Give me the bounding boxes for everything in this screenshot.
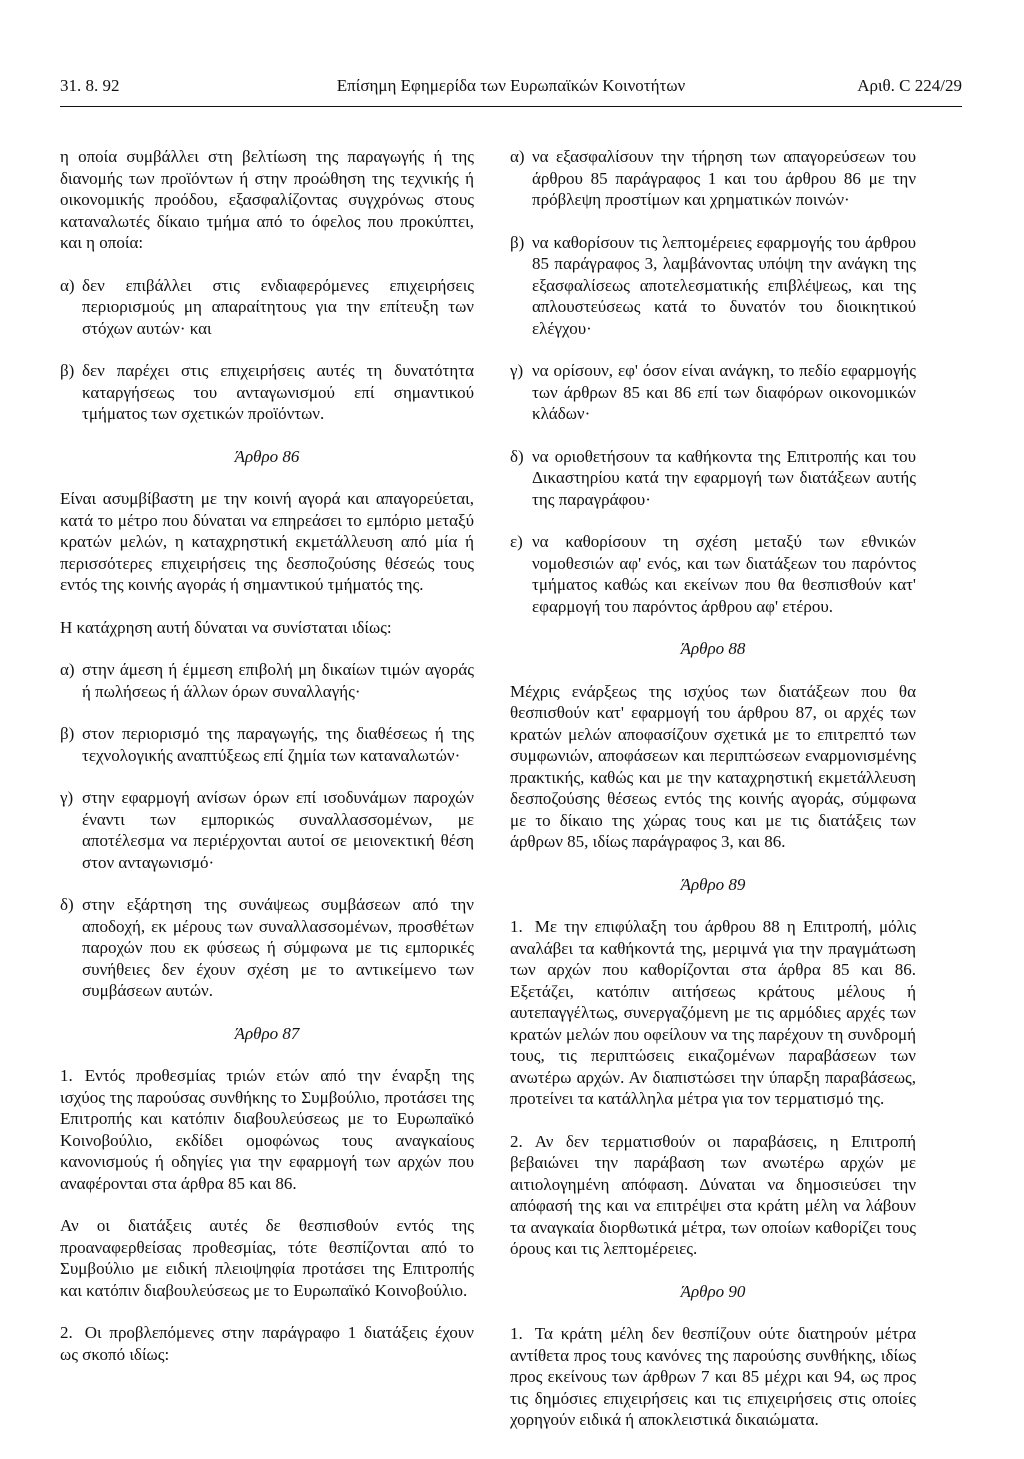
item-text: να καθορίσουν τις λεπτομέρειες εφαρμογής του άρθρου 85 παράγραφος 3, λαμβάνοντας υπόψη την ανάγκη της εξασφαλίσεως αποτελεσματικής επιβλέψεως, και της απλουστεύσεως κατά το δυνατόν του διοικητικού ελέγχου· — [532, 232, 916, 338]
list-item — [510, 360, 916, 425]
item-label: α) — [60, 275, 75, 295]
item-label: γ) — [510, 361, 524, 380]
list-item — [510, 146, 916, 211]
item-text: να καθορίσουν τη σχέση μεταξύ των εθνικών νομοθεσιών αφ' ενός, και των διατάξεων του παρόντος τμήματος καθώς και εκείνων που θα θεσπισθούν κατ' εφαρμογή του παρόντος άρθρου αφ' ετέρου. — [532, 532, 916, 616]
left-column — [60, 146, 474, 1386]
paragraph-number: 1. — [510, 917, 523, 936]
paragraph — [60, 1065, 474, 1194]
paragraph-number: 1. — [510, 1324, 523, 1343]
paragraph: η οποία συμβάλλει στη βελτίωση της παραγωγής ή της διανομής των προϊόντων ή στην προώθηση της τεχνικής ή οικονομικής προόδου, εξασφαλίζοντας συγχρόνως στους καταναλωτές δίκαιο τμήμα από το όφελος που προκύπτει, και η οποία: — [60, 147, 474, 252]
list-item — [60, 659, 474, 702]
item-label: δ) — [510, 446, 524, 466]
list-item — [60, 723, 474, 766]
paragraph-text: Εντός προθεσμίας τριών ετών από την έναρξη της ισχύος της παρούσας συνθήκης το Συμβούλιο, προτάσει της Επιτροπής και κατόπιν διαβουλεύσεως με το Ευρωπαϊκό Κοινοβούλιο, εκδίδει ομοφώνως τους αναγκαίους κανονισμούς ή οδηγίες για την εφαρμογή των αρχών που αναφέρονται στα άρθρα 85 και 86. — [60, 1066, 474, 1193]
paragraph — [510, 1323, 916, 1431]
paragraph-number: 2. — [510, 1131, 523, 1151]
item-text: στην εξάρτηση της συνάψεως συμβάσεων από την αποδοχή, εκ μέρους των συναλλασσομένων, προσθέτων παροχών που εκ φύσεως ή σύμφωνα με τις εμπορικές συνήθειες δεν έχουν σχέση με το αντικείμενο των συμβάσεων αυτών. — [82, 895, 474, 1000]
paragraph: Μέχρις ενάρξεως της ισχύος των διατάξεων που θα θεσπισθούν κατ' εφαρμογή του άρθρου 87, οι αρχές των κρατών μελών αποφασίζουν σχετικά με το επιτρεπτό των συμφωνιών, αποφάσεων και περιπτώσεων εναρμονισμένης πρακτικής, καθώς και με την καταχρηστική εκμετάλλευση δεσποζούσης θέσεως εντός της κοινής αγοράς, σύμφωνα με το δίκαιο της χώρας τους και με τις διατάξεις των άρθρων 85, ιδίως παράγραφος 3, και 86. — [510, 681, 916, 851]
item-text: να ορίσουν, εφ' όσον είναι ανάγκη, το πεδίο εφαρμογής των άρθρων 85 και 86 επί των διαφόρων οικονομικών κλάδων· — [532, 361, 916, 423]
paragraph: Αν οι διατάξεις αυτές δε θεσπισθούν εντός της προαναφερθείσας προθεσμίας, τότε θεσπίζονται από το Συμβούλιο με ειδική πλειοψηφία προτάσει της Επιτροπής και κατόπιν διαβουλεύσεως με το Ευρωπαϊκό Κοινοβούλιο. — [60, 1216, 474, 1300]
item-label: β) — [60, 361, 75, 380]
list-item — [60, 894, 474, 1002]
item-label: γ) — [60, 788, 74, 807]
paragraph — [510, 916, 916, 1110]
item-label: β) — [60, 724, 75, 743]
article-heading-87: Άρθρο 87 — [234, 1023, 300, 1043]
paragraph: Η κατάχρηση αυτή δύναται να συνίσταται ιδίως: — [60, 617, 392, 637]
paragraph-text: Τα κράτη μέλη δεν θεσπίζουν ούτε διατηρούν μέτρα αντίθετα προς τους κανόνες της παρούσης συνθήκης, ιδίως προς εκείνους των άρθρων 7 και 85 μέχρι και 94, ως προς τις δημόσιες επιχειρήσεις και τις επιχειρήσεις στις οποίες χορηγούν ειδικά ή αποκλειστικά δικαιώματα. — [510, 1324, 916, 1429]
header-title: Επίσημη Εφημερίδα των Ευρωπαϊκών Κοινοτήτων — [336, 76, 686, 95]
item-text: στην εφαρμογή ανίσων όρων επί ισοδυνάμων παροχών έναντι των εμπορικώς συναλλασσομένων, με αποτέλεσμα να περιέρχονται αυτοί σε μειονεκτική θέση στον ανταγωνισμό· — [82, 788, 474, 872]
item-text: στην άμεση ή έμμεση επιβολή μη δικαίων τιμών αγοράς ή πωλήσεως ή άλλων όρων συναλλαγής· — [82, 660, 474, 701]
header-date: 31. 8. 92 — [60, 76, 120, 95]
article-heading-88: Άρθρο 88 — [680, 639, 746, 658]
item-label: α) — [510, 147, 525, 166]
item-text: στον περιορισμό της παραγωγής, της διαθέσεως ή της τεχνολογικής αναπτύξεως επί ζημία των καταναλωτών· — [82, 724, 474, 765]
article-heading-90: Άρθρο 90 — [680, 1281, 746, 1301]
list-item — [60, 360, 474, 425]
right-column — [510, 146, 916, 1452]
item-label: δ) — [60, 895, 74, 914]
item-text: δεν παρέχει στις επιχειρήσεις αυτές τη δυνατότητα καταργήσεως του ανταγωνισμού επί σημαντικού τμήματος των σχετικών προϊόντων. — [82, 361, 474, 423]
paragraph-number: 2. — [60, 1323, 73, 1342]
page-header — [60, 76, 962, 107]
list-item — [510, 531, 916, 617]
item-text: να εξασφαλίσουν την τήρηση των απαγορεύσεων του άρθρου 85 παράγραφος 1 και του άρθρου 86 με την πρόβλεψη προστίμων και χρηματικών ποινών· — [532, 147, 916, 209]
paragraph-text: Αν δεν τερματισθούν οι παραβάσεις, η Επιτροπή βεβαιώνει την παράβαση των ανωτέρω αρχών με αιτιολογημένη απόφαση. Δύναται να δημοσιεύσει την απόφασή της και να επιτρέψει στα κράτη μέλη να λάβουν τα αναγκαία διορθωτικά μέτρα, των οποίων καθορίζει τους όρους και τις λεπτομέρειες. — [510, 1131, 916, 1258]
item-label: ε) — [510, 532, 523, 551]
paragraph-text: Οι προβλεπόμενες στην παράγραφο 1 διατάξεις έχουν ως σκοπό ιδίως: — [60, 1323, 474, 1364]
paragraph: Είναι ασυμβίβαστη με την κοινή αγορά και απαγορεύεται, κατά το μέτρο που δύναται να επηρεάσει το εμπόριο μεταξύ κρατών μελών, η καταχρηστική εκμετάλλευση από μία ή περισσότερες επιχειρήσεις της δεσποζούσης θέσεώς τους εντός της κοινής αγοράς ή σημαντικού τμήματός της. — [60, 489, 474, 594]
paragraph-text: Με την επιφύλαξη του άρθρου 88 η Επιτροπή, μόλις αναλάβει τα καθήκοντά της, μεριμνά για την πραγμάτωση των αρχών που καθορίζονται στα άρθρα 85 και 86. Εξετάζει, κατόπιν αιτήσεως κράτους μέλους ή αυτεπαγγέλτως, συνεργαζόμενη με τις αρμόδιες αρχές των κρατών μελών που οφείλουν να της παρέχουν τη συνδρομή τους, τις περιπτώσεις εικαζομένων παραβάσεων των ανωτέρω αρχών. Αν διαπιστώσει την ύπαρξη παραβάσεως, προτείνει τα κατάλληλα μέτρα για τον τερματισμό της. — [510, 917, 916, 1108]
item-text: να οριοθετήσουν τα καθήκοντα της Επιτροπής και του Δικαστηρίου κατά την εφαρμογή των διατάξεων αυτής της παραγράφου· — [532, 446, 916, 509]
paragraph — [60, 1322, 474, 1365]
item-text: δεν επιβάλλει στις ενδιαφερόμενες επιχειρήσεις περιορισμούς μη απαραίτητους για την επίτευξη των στόχων αυτών· και — [82, 275, 474, 338]
paragraph — [510, 1131, 916, 1260]
list-item — [510, 232, 916, 340]
list-item — [510, 446, 916, 511]
paragraph-number: 1. — [60, 1066, 73, 1085]
article-heading-89: Άρθρο 89 — [680, 874, 746, 894]
list-item — [60, 275, 474, 340]
header-reference: Αριθ. C 224/29 — [857, 76, 962, 95]
item-label: β) — [510, 232, 525, 252]
article-heading-86: Άρθρο 86 — [234, 446, 300, 466]
item-label: α) — [60, 660, 75, 679]
list-item — [60, 787, 474, 873]
